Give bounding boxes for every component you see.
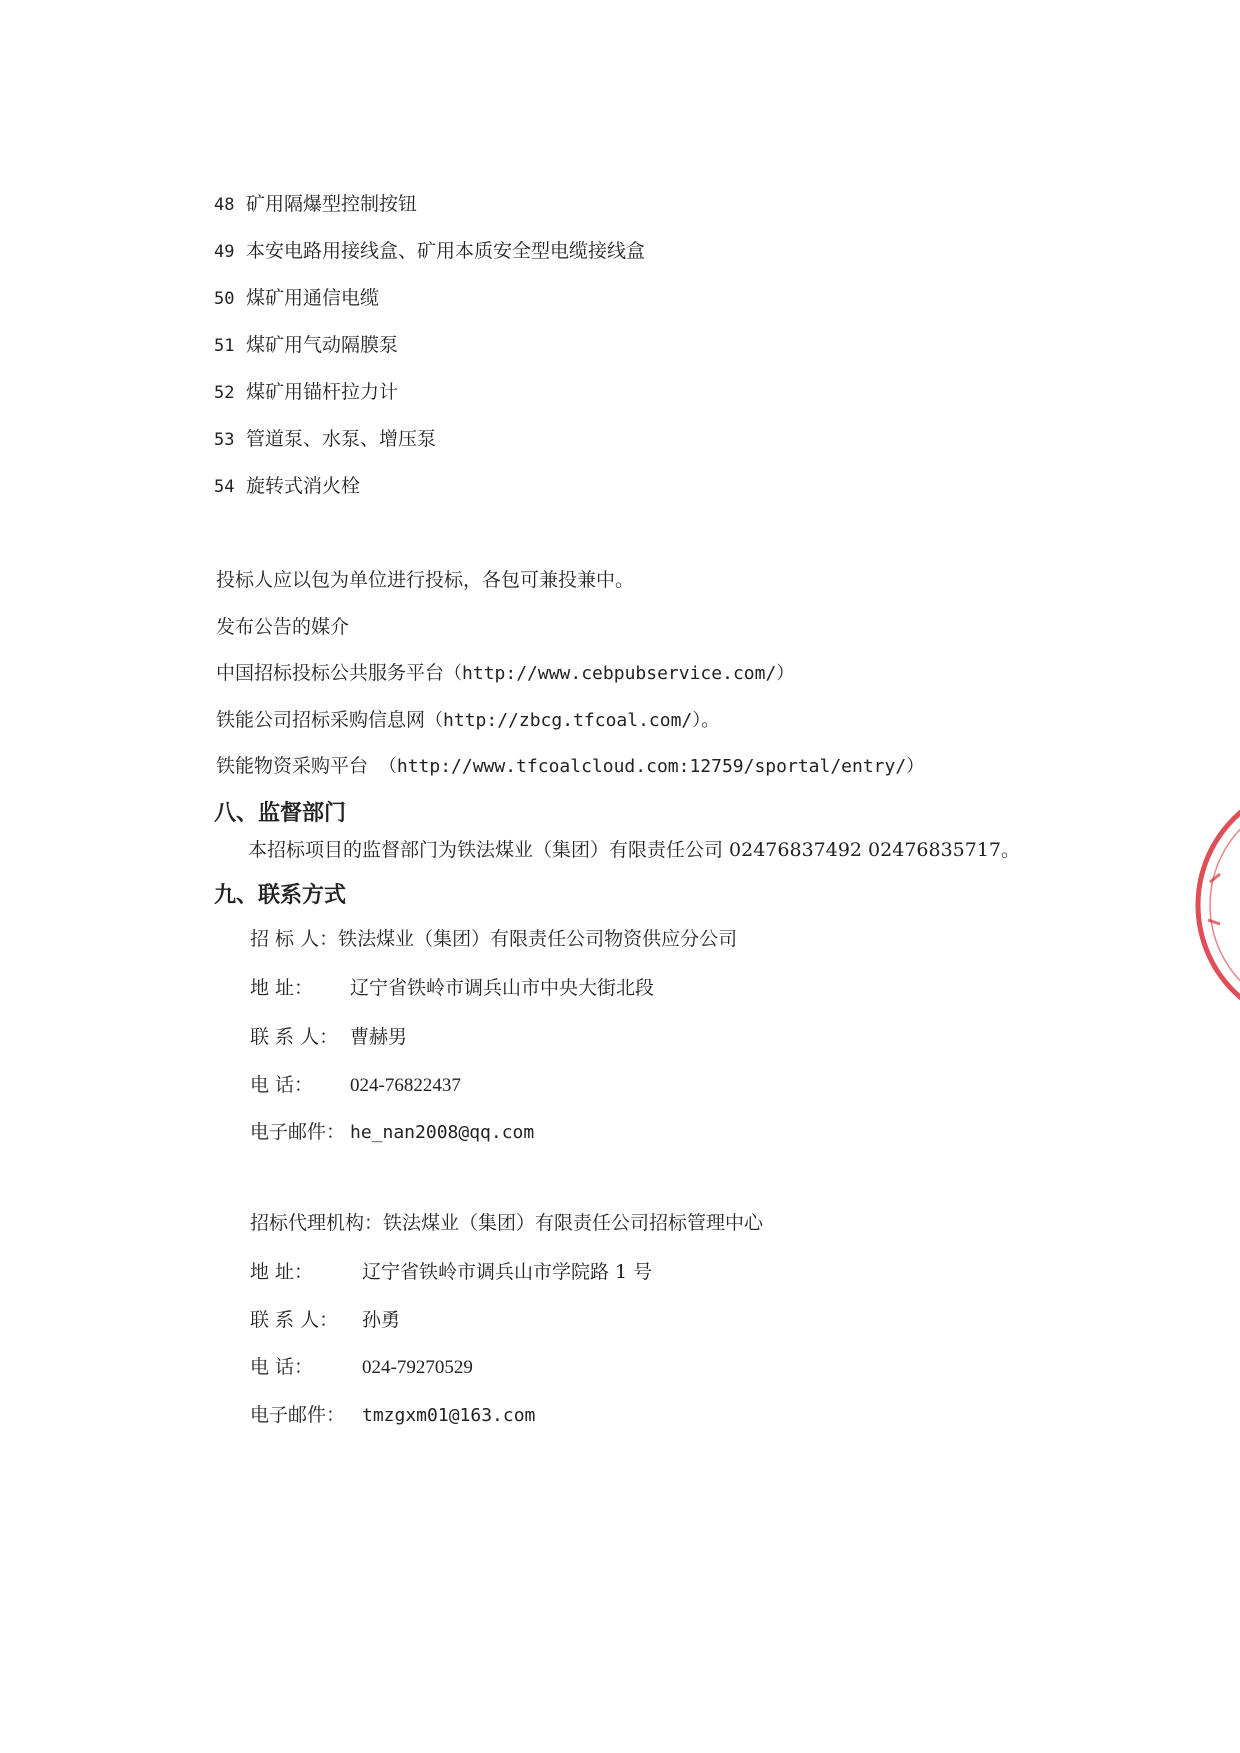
media-item: 铁能公司招标采购信息网（http://zbcg.tfcoal.com/）。 (216, 709, 720, 731)
agency-contact: 联 系 人： 孙勇 (250, 1309, 401, 1331)
agency-name: 招标代理机构：铁法煤业（集团）有限责任公司招标管理中心 (250, 1212, 764, 1234)
tenderer-email: 电子邮件： he_nan2008@qq.com (250, 1121, 535, 1143)
section-heading-supervision: 八、监督部门 (214, 801, 347, 826)
media-url[interactable]: （http://www.tfcoalcloud.com:12759/sportal/entry/） (368, 756, 925, 777)
list-item: 48 矿用隔爆型控制按钮 (214, 193, 418, 215)
agency-email: 电子邮件： tmzgxm01@163.com (250, 1404, 536, 1426)
tenderer-name: 招 标 人：铁法煤业（集团）有限责任公司物资供应分公司 (250, 928, 738, 950)
list-item: 52 煤矿用锚杆拉力计 (214, 381, 399, 403)
agency-phone: 电 话： 024-79270529 (250, 1356, 473, 1378)
media-title: 发布公告的媒介 (216, 616, 350, 638)
media-url[interactable]: （http://zbcg.tfcoal.com/）。 (425, 710, 720, 731)
tenderer-contact: 联 系 人： 曹赫男 (250, 1026, 408, 1048)
tenderer-phone: 电 话： 024-76822437 (250, 1074, 461, 1096)
media-item: 铁能物资采购平台 （http://www.tfcoalcloud.com:12759/sportal/entry/） (216, 755, 925, 777)
list-item: 50 煤矿用通信电缆 (214, 287, 380, 309)
agency-address: 地 址： 辽宁省铁岭市调兵山市学院路 1 号 (250, 1261, 653, 1283)
list-item: 49 本安电路用接线盒、矿用本质安全型电缆接线盒 (214, 240, 646, 262)
email-link[interactable]: tmzgxm01@163.com (362, 1405, 536, 1426)
list-item: 53 管道泵、水泵、增压泵 (214, 428, 437, 450)
supervision-text: 本招标项目的监督部门为铁法煤业（集团）有限责任公司 02476837492 02476835717。 (248, 839, 1021, 861)
list-item: 51 煤矿用气动隔膜泵 (214, 334, 399, 356)
section-heading-contact: 九、联系方式 (214, 883, 347, 908)
seal-stamp (1180, 770, 1240, 1040)
list-item: 54 旋转式消火栓 (214, 475, 361, 497)
media-item: 中国招标投标公共服务平台（http://www.cebpubservice.com/） (216, 662, 795, 684)
media-url[interactable]: （http://www.cebpubservice.com/） (444, 663, 795, 684)
bid-note: 投标人应以包为单位进行投标，各包可兼投兼中。 (216, 569, 635, 591)
email-link[interactable]: he_nan2008@qq.com (350, 1122, 535, 1143)
tenderer-address: 地 址： 辽宁省铁岭市调兵山市中央大街北段 (250, 977, 655, 999)
